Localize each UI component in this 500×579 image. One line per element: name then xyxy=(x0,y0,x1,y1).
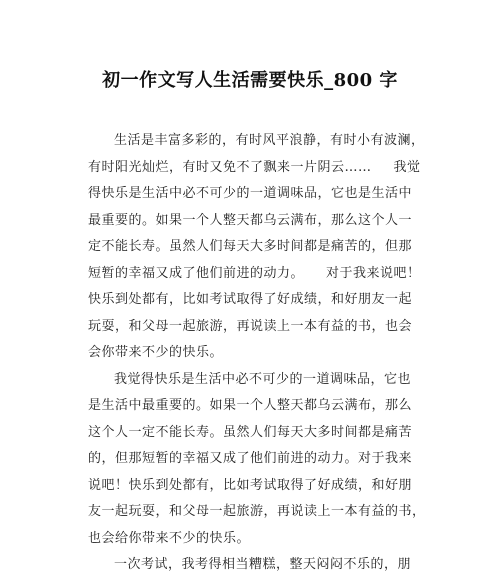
text-segment: 一次考试，我考得相当糟糕，整天闷闷不乐的，朋 xyxy=(114,557,412,572)
text-segment: 最重要的。如果一个人整天都乌云满布，那么这个人一 xyxy=(88,212,413,228)
text-segment: 友一起玩耍，和父母一起旅游，再说读上一本有益的书， xyxy=(88,504,426,519)
text-segment: 快乐到处都有，比如考试取得了好成绩，和好朋友一起 xyxy=(88,292,413,307)
text-segment: 会你带来不少的快乐。 xyxy=(88,345,224,360)
text-line xyxy=(88,393,412,420)
text-segment: 生活是丰富多彩的，有时风平浪静，有时小有波澜， xyxy=(114,133,425,148)
text-line xyxy=(88,208,412,235)
text-segment: 我觉 xyxy=(393,159,421,175)
text-line xyxy=(88,234,412,261)
text-segment: 得快乐是生活中必不可少的一道调味品，它也是生活中 xyxy=(88,186,413,201)
text-segment: 是生活中最重要的。如果一个人整天都乌云满布，那么 xyxy=(88,398,413,413)
text-segment: 短暂的幸福又成了他们前进的动力。 xyxy=(88,265,305,281)
text-line xyxy=(88,128,425,155)
text-line xyxy=(88,367,412,394)
document-title: 初一作文写人生活需要快乐_800 字 xyxy=(102,70,398,91)
text-line xyxy=(88,473,412,500)
text-segment: 玩耍，和父母一起旅游，再说读上一本有益的书，也会 xyxy=(88,318,413,334)
text-line xyxy=(88,420,412,447)
text-line xyxy=(88,499,426,526)
text-segment: 定不能长寿。虽然人们每天大多时间都是痛苦的，但那 xyxy=(88,239,413,254)
text-segment: 我觉得快乐是生活中必不可少的一道调味品，它也 xyxy=(114,371,412,387)
text-line xyxy=(88,287,412,314)
text-line xyxy=(88,181,412,208)
text-segment: 说吧！快乐到处都有，比如考试取得了好成绩，和好朋 xyxy=(88,477,413,493)
text-line xyxy=(88,552,412,579)
text-line xyxy=(88,155,421,182)
text-segment: 这个人一定不能长寿。虽然人们每天大多时间都是痛苦 xyxy=(88,424,413,440)
text-segment: 的，但那短暂的幸福又成了他们前进的动力。对于我来 xyxy=(88,451,413,466)
text-line xyxy=(88,261,421,288)
text-segment: 有时阳光灿烂，有时又免不了飘来一片阴云…… xyxy=(88,159,372,175)
text-line xyxy=(88,446,412,473)
text-line xyxy=(88,314,412,341)
text-line xyxy=(88,526,412,553)
document-body xyxy=(88,128,426,579)
text-segment: 对于我来说吧！ xyxy=(326,265,421,281)
text-segment: 也会给你带来不少的快乐。 xyxy=(88,530,251,546)
text-line xyxy=(88,340,412,367)
